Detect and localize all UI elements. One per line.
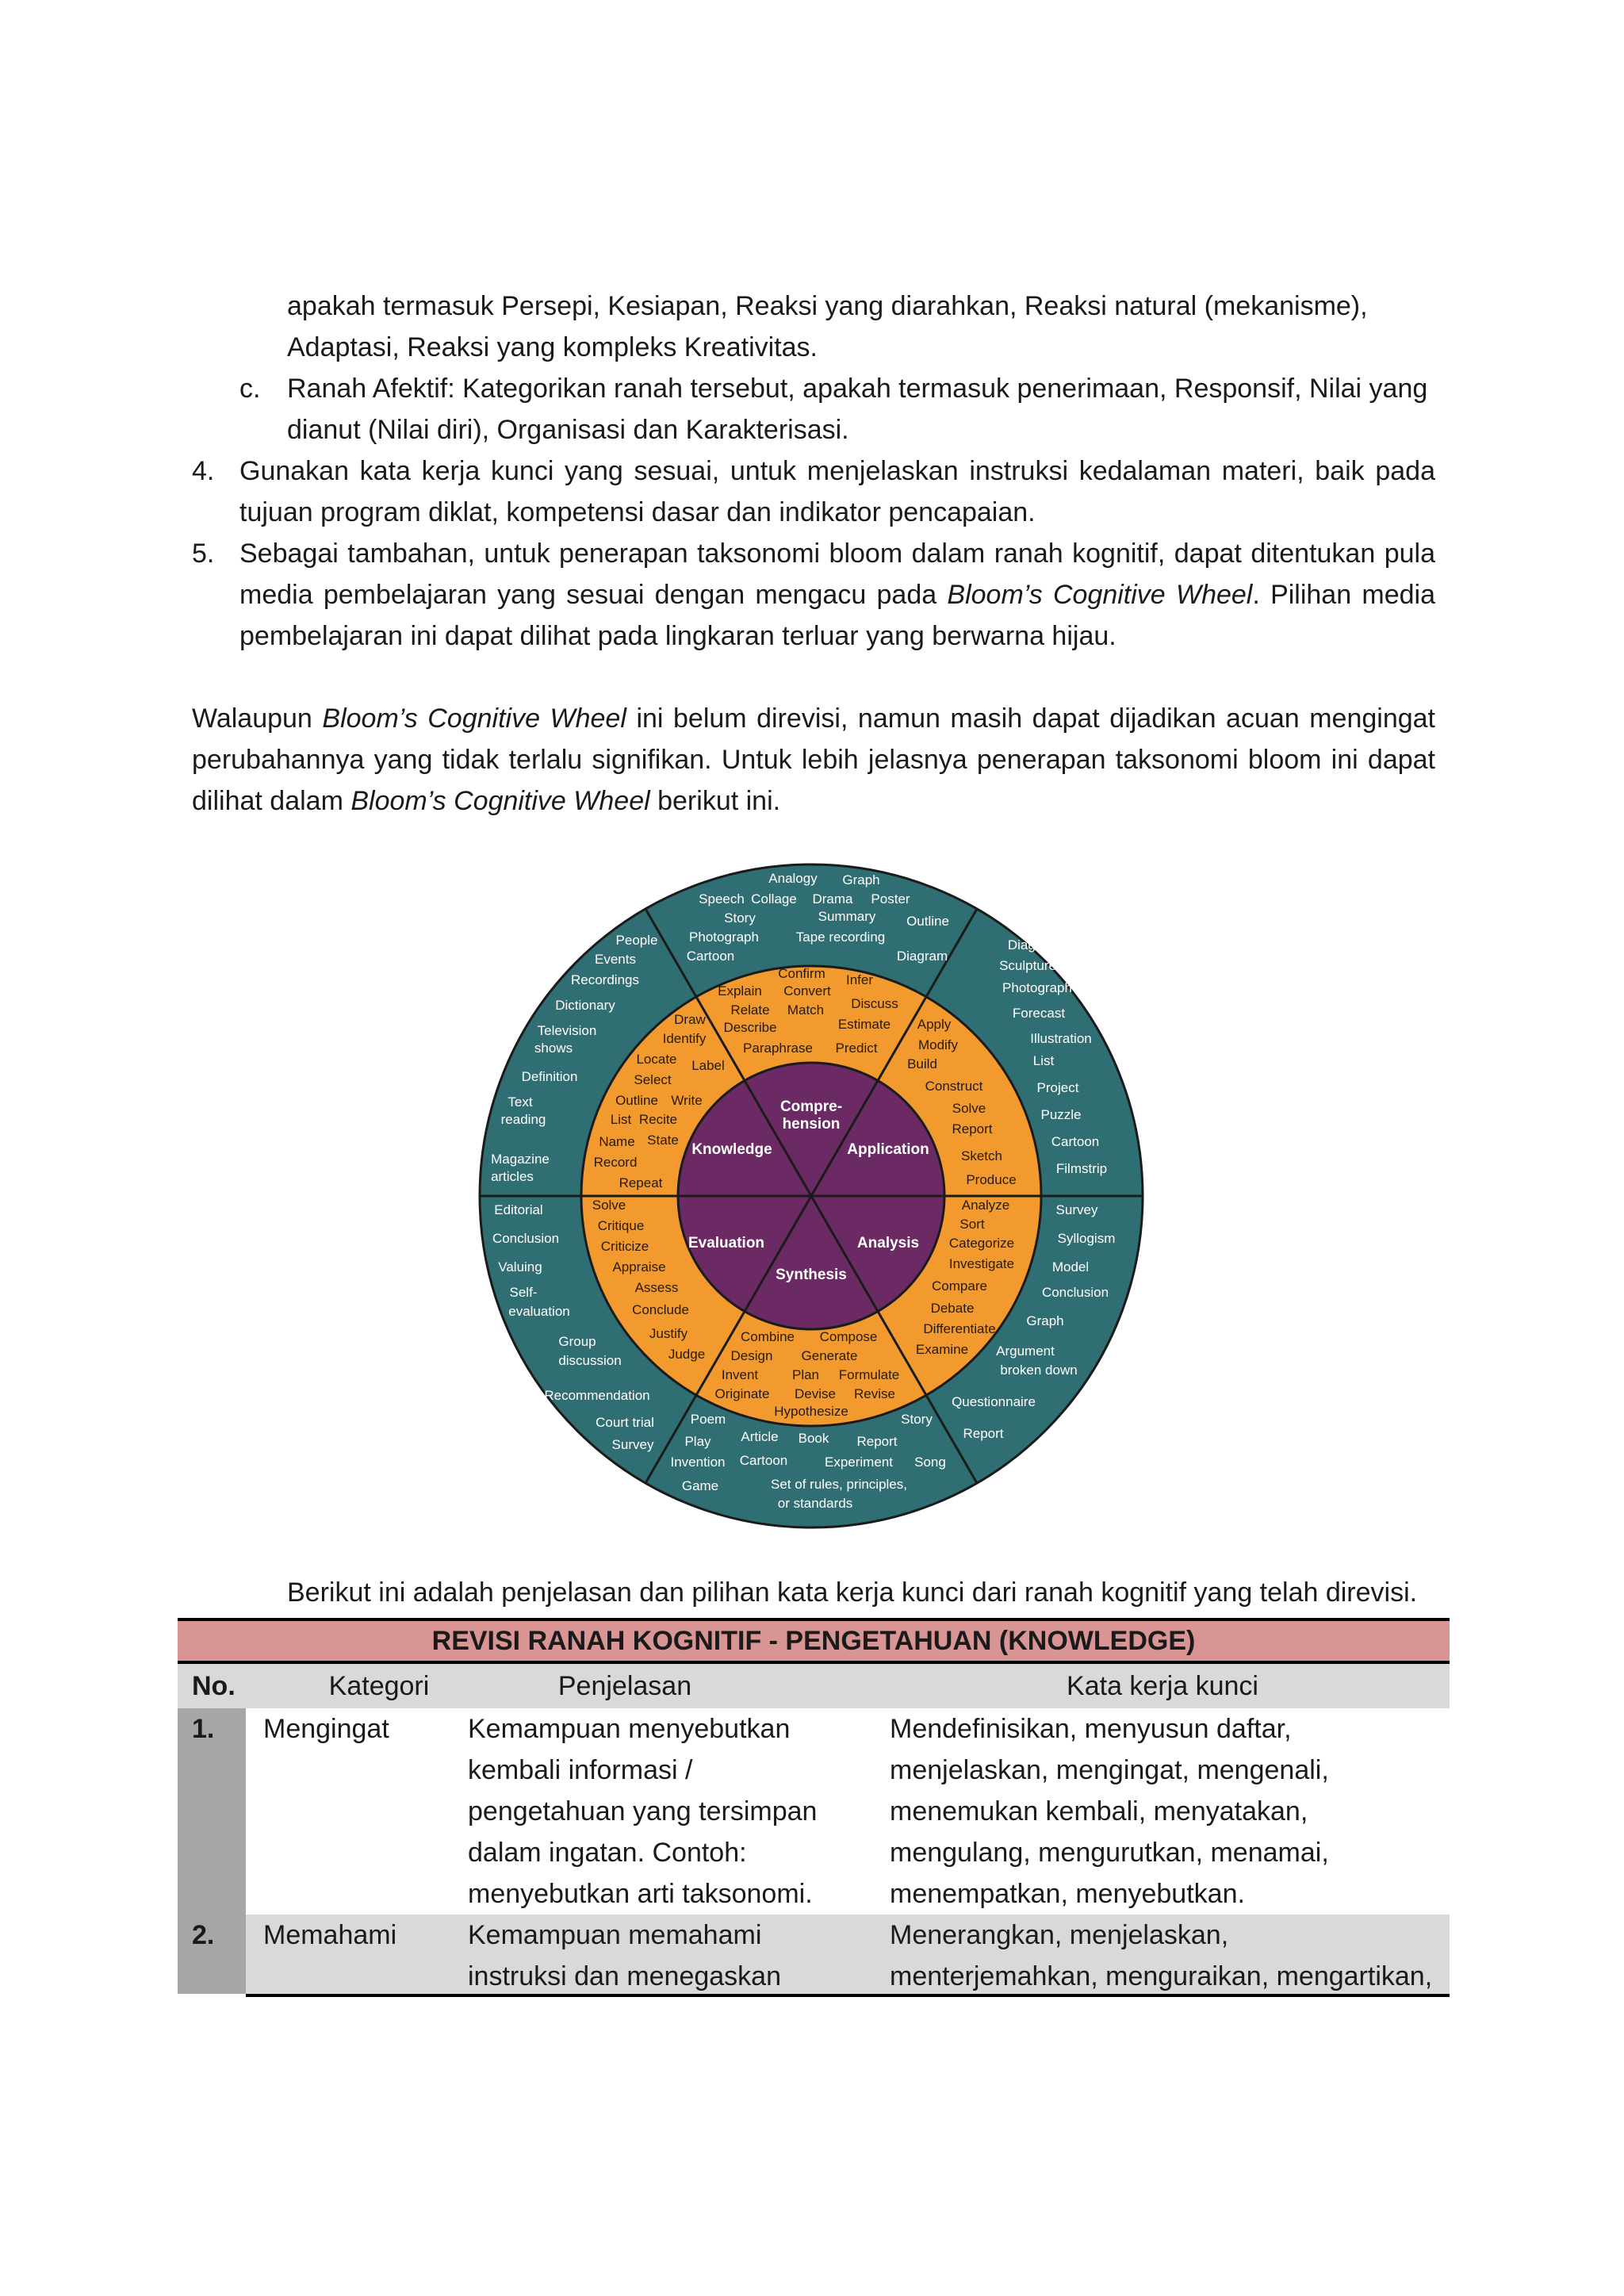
media-label: Court trial: [596, 1415, 654, 1430]
intro-line: Adaptasi, Reaksi yang kompleks Kreativitas.: [287, 332, 818, 362]
media-label: Recordings: [571, 972, 639, 987]
media-label: Photograph: [689, 930, 759, 945]
media-label: Graph: [1026, 1313, 1064, 1328]
center-label-knowledge: Knowledge: [691, 1141, 772, 1158]
media-label: Television: [537, 1023, 597, 1038]
media-label: Model: [1051, 1259, 1090, 1274]
paragraph-text: berikut ini.: [649, 786, 781, 816]
list-item-5: pembelajaran ini dapat dilihat pada lingkaran terluar yang berwarna hijau.: [239, 621, 1116, 651]
row-kategori: Memahami: [263, 1920, 397, 1950]
media-label: Recommendation: [544, 1388, 650, 1403]
row-kata-line: menjelaskan, mengingat, mengenali,: [890, 1755, 1329, 1785]
media-label: Poster: [871, 891, 910, 907]
list-marker-4: 4.: [192, 456, 215, 486]
media-label: evaluation: [508, 1304, 570, 1319]
media-label: Story: [901, 1412, 933, 1427]
media-label: Cartoon: [686, 949, 735, 964]
verb-label: Assess: [634, 1280, 679, 1295]
verb-label: Critique: [597, 1218, 645, 1233]
verb-label: Judge: [668, 1347, 706, 1362]
paragraph-line: [192, 698, 1435, 739]
media-label: Play: [684, 1434, 711, 1449]
list-item-5: [239, 574, 1435, 615]
media-label: Questionnaire: [952, 1394, 1036, 1409]
verb-label: Design: [730, 1348, 773, 1363]
media-label: Survey: [1055, 1202, 1098, 1217]
paragraph-line: [192, 780, 780, 822]
media-label: Sculpture: [999, 958, 1056, 973]
media-label: Speech: [699, 891, 745, 907]
media-label: Photograph: [1002, 980, 1072, 995]
verb-label: Apply: [917, 1017, 952, 1032]
paragraph-text: ini belum direvisi, namun masih dapat dijadikan acuan mengingat: [626, 703, 1435, 734]
verb-label: Discuss: [851, 996, 898, 1011]
header-kategori: Kategori: [328, 1671, 430, 1701]
verb-label: Draw: [674, 1012, 706, 1027]
verb-label: Justify: [649, 1326, 688, 1341]
verb-label: Locate: [636, 1052, 677, 1067]
verb-label: Invent: [721, 1367, 759, 1382]
row-penjelasan-line: pengetahuan yang tersimpan: [468, 1796, 818, 1826]
media-label: Project: [1036, 1080, 1079, 1095]
verb-label: Originate: [714, 1386, 770, 1401]
list-item-c: dianut (Nilai diri), Organisasi dan Karakterisasi.: [287, 415, 849, 445]
center-label-evaluation: Evaluation: [688, 1235, 765, 1251]
row-penjelasan-line: menyebutkan arti taksonomi.: [468, 1879, 813, 1909]
media-label: Events: [595, 952, 636, 967]
media-label: articles: [491, 1169, 534, 1184]
verb-label: Name: [599, 1134, 635, 1149]
verb-label: Criticize: [600, 1239, 649, 1254]
verb-label: Estimate: [837, 1017, 891, 1032]
paragraph-text: Walaupun: [192, 703, 323, 734]
center-label-comprehension: Compre-: [779, 1098, 843, 1115]
media-label: Dictionary: [555, 998, 615, 1013]
verb-label: Investigate: [948, 1256, 1015, 1271]
media-label: Game: [681, 1478, 719, 1493]
media-label: Invention: [670, 1455, 726, 1470]
media-label: Outline: [906, 914, 949, 929]
media-label: Collage: [751, 891, 797, 907]
verb-label: Construct: [925, 1079, 983, 1094]
list-marker-c: c.: [239, 374, 261, 404]
media-label: Story: [724, 910, 756, 926]
verb-label: Select: [634, 1072, 672, 1087]
verb-label: Produce: [966, 1172, 1017, 1187]
verb-label: Appraise: [612, 1259, 666, 1274]
row-kata-line: menemukan kembali, menyatakan,: [890, 1796, 1308, 1826]
table-row: [178, 1708, 1450, 1915]
row-kata-line: menempatkan, menyebutkan.: [890, 1879, 1245, 1909]
media-label: Song: [914, 1455, 946, 1470]
media-label: Forecast: [1012, 1006, 1066, 1021]
verb-label: Hypothesize: [774, 1404, 848, 1419]
verb-label: List: [610, 1112, 632, 1127]
list-item-c: Ranah Afektif: Kategorikan ranah tersebut, apakah termasuk penerimaan, Responsif, Nilai yang: [287, 374, 1428, 404]
verb-label: Compare: [932, 1278, 987, 1294]
media-label: Diagram: [896, 949, 948, 964]
row-kategori: Mengingat: [263, 1714, 389, 1744]
verb-label: Categorize: [948, 1236, 1015, 1251]
center-label-application: Application: [847, 1141, 929, 1158]
row-kata-line: Menerangkan, menjelaskan,: [890, 1920, 1229, 1950]
row-kata-kerja-kunci: [890, 1708, 1450, 1915]
emphasis-wheel-name: Bloom’s Cognitive Wheel: [322, 703, 626, 734]
media-label: Report: [856, 1434, 898, 1449]
paragraph-line: [192, 739, 1435, 780]
media-label: List: [1032, 1053, 1055, 1068]
media-label: Cartoon: [1051, 1134, 1100, 1149]
verb-label: Plan: [791, 1367, 820, 1382]
verb-label: Relate: [730, 1002, 770, 1018]
emphasis-wheel-name: Bloom’s Cognitive Wheel: [350, 786, 650, 816]
verb-label: Sort: [959, 1217, 985, 1232]
center-label-analysis: Analysis: [856, 1235, 920, 1251]
media-label: Tape recording: [795, 930, 886, 945]
emphasis-wheel-name: Bloom’s Cognitive Wheel: [947, 580, 1253, 610]
media-label: or standards: [777, 1496, 853, 1511]
table-header-row: [178, 1664, 1450, 1708]
media-label: Report: [963, 1426, 1004, 1441]
media-label: Book: [798, 1431, 829, 1446]
media-label: shows: [534, 1041, 573, 1056]
row-kata-kerja-kunci: [890, 1915, 1450, 1997]
row-no: 1.: [192, 1714, 215, 1744]
media-label: Illustration: [1030, 1031, 1092, 1046]
media-label: Article: [741, 1429, 779, 1444]
row-kata-line: menterjemahkan, menguraikan, mengartikan,: [890, 1961, 1433, 1991]
center-label-synthesis: Synthesis: [776, 1267, 847, 1283]
media-label: discussion: [558, 1353, 622, 1368]
media-label: Drama: [812, 891, 853, 907]
verb-label: Report: [952, 1121, 993, 1137]
row-no: 2.: [192, 1920, 215, 1950]
header-no: No.: [192, 1671, 236, 1701]
list-item-5: [239, 533, 1435, 574]
media-label: Argument: [996, 1343, 1055, 1359]
verb-label: Confirm: [778, 966, 825, 981]
verb-label: Solve: [592, 1198, 626, 1213]
list-item-5-text: . Pilihan media: [1252, 580, 1435, 610]
verb-label: Infer: [845, 972, 874, 987]
table-title: REVISI RANAH KOGNITIF - PENGETAHUAN (KNOWLEDGE): [431, 1626, 1196, 1656]
media-label: Cartoon: [739, 1453, 788, 1468]
verb-label: Examine: [915, 1342, 969, 1357]
row-penjelasan-line: kembali informasi /: [468, 1755, 693, 1785]
verb-label: Match: [787, 1002, 825, 1018]
media-label: Experiment: [825, 1455, 893, 1470]
media-label: Diagram: [1007, 937, 1059, 953]
verb-label: Outline: [615, 1093, 658, 1108]
media-label: Valuing: [498, 1259, 542, 1274]
row-penjelasan-line: Kemampuan memahami: [468, 1920, 762, 1950]
media-label: Conclusion: [1041, 1285, 1109, 1300]
verb-label: Analyze: [961, 1198, 1010, 1213]
verb-label: Conclude: [632, 1302, 689, 1317]
verb-label: Sketch: [961, 1148, 1002, 1163]
header-penjelasan: Penjelasan: [557, 1671, 692, 1701]
media-label: Editorial: [494, 1202, 543, 1217]
verb-label: Combine: [740, 1329, 795, 1344]
row-penjelasan-line: dalam ingatan. Contoh:: [468, 1838, 747, 1868]
header-kata-kerja-kunci: Kata kerja kunci: [1067, 1671, 1258, 1701]
media-label: Text: [508, 1094, 533, 1110]
row-penjelasan-line: instruksi dan menegaskan: [468, 1961, 782, 1991]
center-label-comprehension: hension: [782, 1116, 841, 1133]
media-label: Conclusion: [492, 1231, 560, 1246]
verb-label: Devise: [795, 1386, 836, 1401]
media-label: Magazine: [491, 1152, 550, 1167]
media-label: Definition: [521, 1069, 578, 1084]
list-marker-5: 5.: [192, 539, 215, 569]
media-label: reading: [500, 1112, 546, 1127]
verb-label: Label: [691, 1058, 725, 1073]
verb-label: Repeat: [619, 1175, 663, 1190]
list-item-4-text: Gunakan kata kerja kunci yang sesuai, untuk menjelaskan instruksi kedalaman materi, baik pada: [239, 456, 1435, 486]
table-row: [178, 1915, 1450, 1994]
blooms-cognitive-wheel: [474, 859, 1148, 1533]
verb-label: Write: [671, 1093, 703, 1108]
verb-label: Convert: [783, 983, 831, 999]
verb-label: Predict: [835, 1041, 878, 1056]
media-label: broken down: [1000, 1363, 1078, 1378]
media-label: Poem: [690, 1412, 726, 1427]
list-item-5-text: media pembelajaran yang sesuai dengan mengacu pada: [239, 580, 948, 610]
media-label: People: [615, 933, 658, 948]
verb-label: Generate: [801, 1348, 858, 1363]
row-kata-line: Mendefinisikan, menyusun daftar,: [890, 1714, 1292, 1744]
verb-label: Paraphrase: [743, 1041, 813, 1056]
row-penjelasan-line: Kemampuan menyebutkan: [468, 1714, 791, 1744]
verb-label: Solve: [952, 1101, 986, 1116]
list-item-4: tujuan program diklat, kompetensi dasar dan indikator pencapaian.: [239, 497, 1036, 527]
list-item-4: [239, 450, 1435, 492]
verb-label: Identify: [662, 1031, 707, 1046]
verb-label: Revise: [854, 1386, 895, 1401]
paragraph-text: dilihat dalam: [192, 786, 351, 816]
table-caption: Berikut ini adalah penjelasan dan pilihan kata kerja kunci dari ranah kognitif yang telah direvisi.: [287, 1577, 1418, 1608]
verb-label: State: [647, 1133, 679, 1148]
verb-label: Recite: [638, 1112, 678, 1127]
media-label: Self-: [509, 1285, 538, 1300]
verb-label: Build: [907, 1056, 937, 1071]
media-label: Group: [558, 1334, 596, 1349]
verb-label: Differentiate: [923, 1321, 996, 1336]
verb-label: Explain: [718, 983, 762, 999]
row-penjelasan: [468, 1915, 864, 1997]
verb-label: Debate: [930, 1301, 975, 1316]
row-kata-line: mengulang, mengurutkan, menamai,: [890, 1838, 1329, 1868]
media-label: Summary: [818, 909, 876, 924]
list-item-5-text: Sebagai tambahan, untuk penerapan taksonomi bloom dalam ranah kognitif, dapat ditentukan pula: [239, 539, 1435, 569]
media-label: Analogy: [768, 871, 818, 886]
row-penjelasan: [468, 1708, 864, 1915]
media-label: Set of rules, principles,: [771, 1477, 907, 1492]
verb-label: Describe: [723, 1020, 777, 1035]
verb-label: Compose: [819, 1329, 878, 1344]
table-title-row: [178, 1618, 1450, 1664]
media-label: Syllogism: [1057, 1231, 1116, 1246]
verb-label: Modify: [917, 1037, 959, 1052]
media-label: Survey: [611, 1437, 654, 1452]
media-label: Puzzle: [1040, 1107, 1082, 1122]
verb-label: Record: [593, 1155, 638, 1170]
intro-line: apakah termasuk Persepi, Kesiapan, Reaksi yang diarahkan, Reaksi natural (mekanisme),: [287, 291, 1368, 321]
verb-label: Formulate: [838, 1367, 900, 1382]
media-label: Graph: [842, 872, 880, 887]
paragraph-text: perubahannya yang tidak terlalu signifikan. Untuk lebih jelasnya penerapan taksonomi bloom ini dapat: [192, 745, 1435, 775]
media-label: Filmstrip: [1055, 1161, 1108, 1176]
